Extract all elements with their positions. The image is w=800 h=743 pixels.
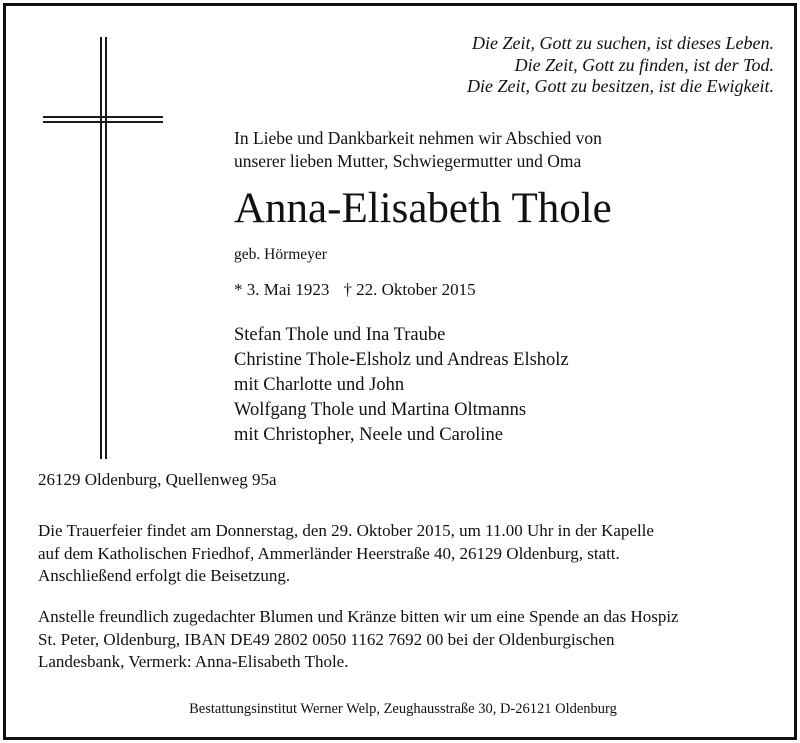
motto-line: Die Zeit, Gott zu besitzen, ist die Ewigkeit. xyxy=(467,76,774,96)
deceased-name: Anna-Elisabeth Thole xyxy=(234,185,612,232)
undertaker-footer: Bestattungsinstitut Werner Welp, Zeughausstraße 30, D-26121 Oldenburg xyxy=(189,701,617,717)
obituary-frame xyxy=(3,3,797,740)
donation-line: Landesbank, Vermerk: Anna-Elisabeth Thole. xyxy=(38,652,349,671)
motto-quote xyxy=(467,33,774,98)
maiden-name: geb. Hörmeyer xyxy=(234,246,327,263)
mourner-line: mit Christopher, Neele und Caroline xyxy=(234,425,503,445)
intro-line: unserer lieben Mutter, Schwiegermutter und Oma xyxy=(234,151,582,171)
cross-horizontal-bar xyxy=(43,116,163,118)
family-address: 26129 Oldenburg, Quellenweg 95a xyxy=(38,470,277,489)
donation-notice xyxy=(38,606,679,674)
donation-line: St. Peter, Oldenburg, IBAN DE49 2802 0050 1162 7692 00 bei der Oldenburgischen xyxy=(38,629,615,649)
farewell-intro xyxy=(234,127,602,173)
intro-line: In Liebe und Dankbarkeit nehmen wir Abschied von xyxy=(234,128,602,148)
mourners-list xyxy=(234,323,569,448)
cross-vertical-bar xyxy=(100,37,102,459)
cross-horizontal-bar xyxy=(43,121,163,123)
mourner-line: mit Charlotte und John xyxy=(234,375,405,395)
funeral-line: auf dem Katholischen Friedhof, Ammerländer Heerstraße 40, 26129 Oldenburg, statt. xyxy=(38,543,620,563)
cross-vertical-bar xyxy=(105,37,107,459)
motto-line: Die Zeit, Gott zu finden, ist der Tod. xyxy=(514,54,774,75)
death-date: † 22. Oktober 2015 xyxy=(343,280,476,299)
funeral-line: Anschließend erfolgt die Beisetzung. xyxy=(38,566,291,585)
motto-line: Die Zeit, Gott zu suchen, ist dieses Leben. xyxy=(472,33,774,53)
funeral-notice xyxy=(38,520,654,588)
mourner-line: Wolfgang Thole und Martina Oltmanns xyxy=(234,400,527,420)
donation-line: Anstelle freundlich zugedachter Blumen und Kränze bitten wir um eine Spende an das Hospiz xyxy=(38,607,679,626)
funeral-line: Die Trauerfeier findet am Donnerstag, den 29. Oktober 2015, um 11.00 Uhr in der Kapelle xyxy=(38,521,654,540)
mourner-line: Christine Thole-Elsholz und Andreas Elsholz xyxy=(234,350,569,370)
life-dates xyxy=(234,279,476,301)
mourner-line: Stefan Thole und Ina Traube xyxy=(234,325,446,345)
birth-date: * 3. Mai 1923 xyxy=(234,280,330,299)
